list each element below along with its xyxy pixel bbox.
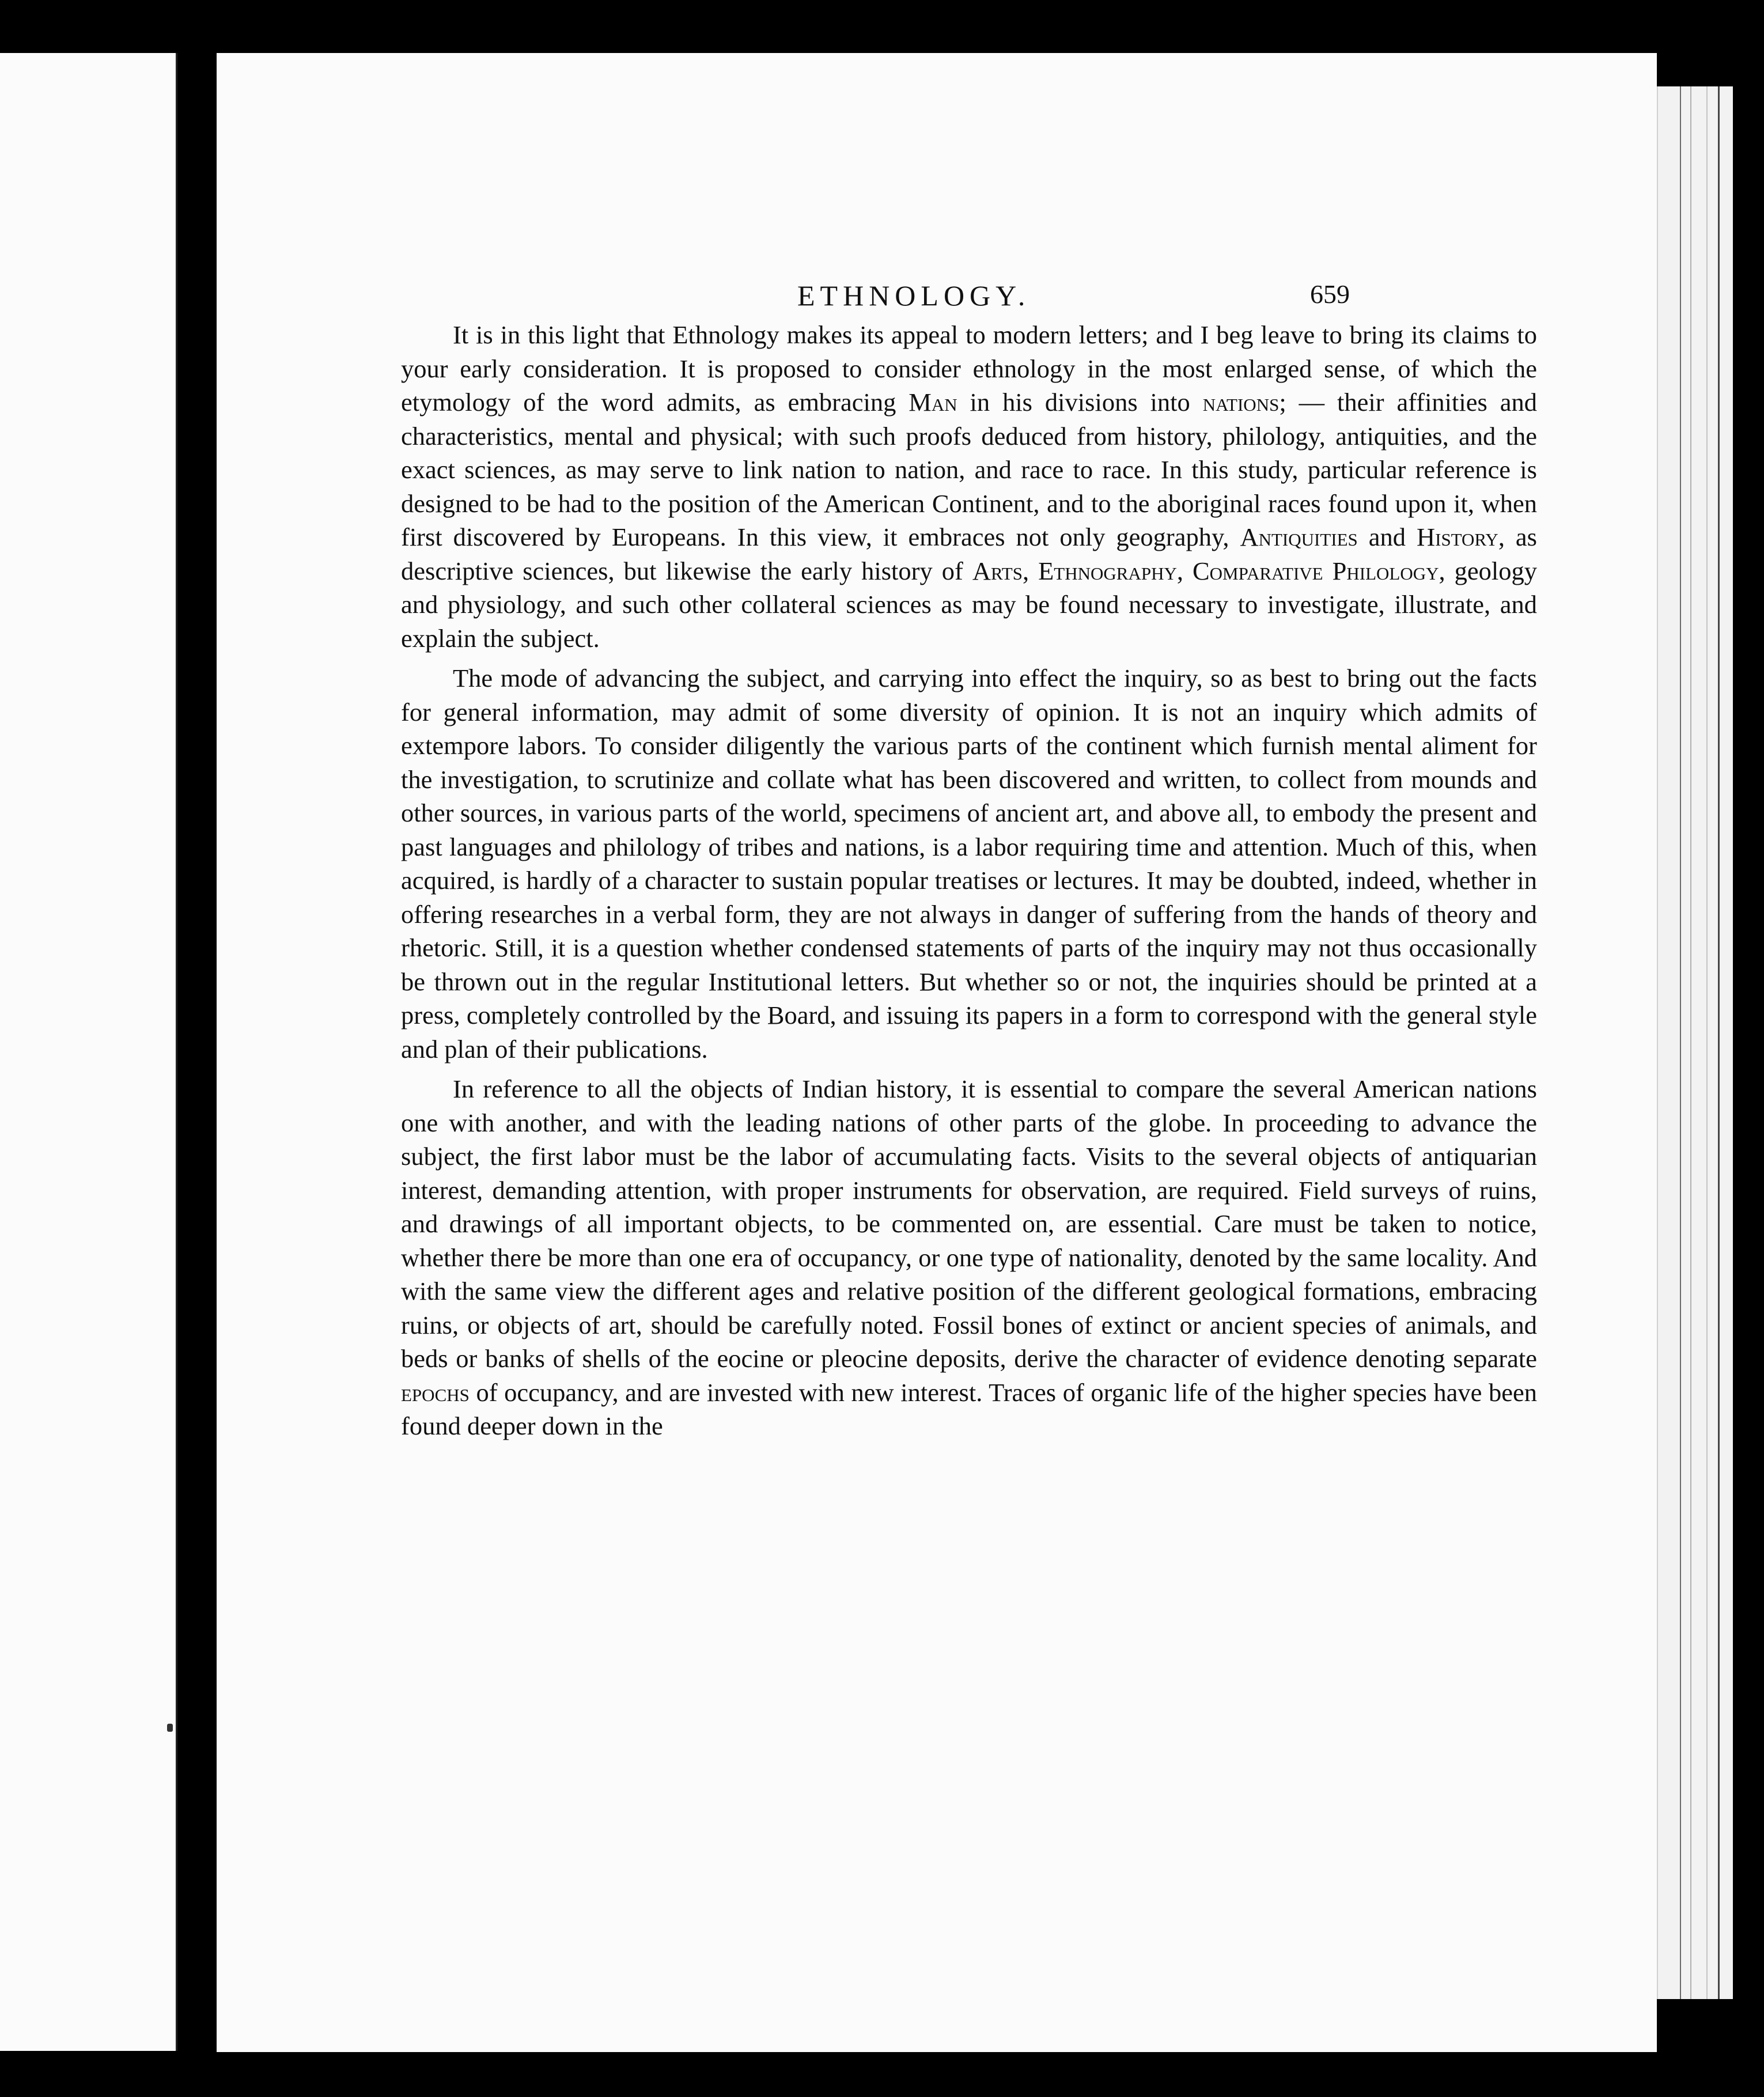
text-run: in his divisions into (957, 388, 1203, 417)
paragraph-2: The mode of advancing the subject, and carrying into effect the inquiry, so as best to bring out the facts for general information, may admit of some diversity of opinion. It is not an inquiry which admits of extempore labors. To consider diligently the various parts of the continent which furnish mental aliment for the investigation, to scrutinize and collate what has been discovered and written, to collect from mounds and other sources, in various parts of the world, specimens of ancient art, and above all, to embody the present and past languages and philology of tribes and nations, is a labor requiring time and attention. Much of this, when acquired, is hardly of a character to sustain popular treatises or lectures. It may be doubted, indeed, whether in offering researches in a verbal form, they are not always in danger of suffering from the hands of theory and rhetoric. Still, it is a question whether condensed statements of parts of the inquiry may not thus occasionally be thrown out in the regular Institutional letters. But whether so or not, the inquiries should be printed at a press, completely controlled by the Board, and issuing its papers in a form to correspond with the general style and plan of their publications. (401, 664, 1537, 1063)
small-caps-term: Comparative Philology (1192, 556, 1439, 585)
book-page (217, 53, 1657, 2052)
text-run: , as descriptive sciences, but likewise the early history of (401, 523, 1537, 585)
page-stack-edge (1657, 86, 1733, 1999)
paragraph-1 (401, 318, 1537, 655)
text-run: ; — their affinities and characteristics, mental and physical; with such proofs deduced from history, philology, antiquities, and the exact sciences, as may serve to link nation to nation, and race to race. In this study, particular reference is designed to be had to the position of the American Continent, and to the aboriginal races found upon it, when first discovered by Europeans. In this view, it embraces not only geography, (401, 388, 1538, 551)
text-run: of occupancy, and are invested with new interest. Traces of organic life of the higher species have been found deeper down in the (401, 1377, 1537, 1440)
text-run: , (1022, 556, 1039, 585)
text-run: It is in this light that Ethnology makes its appeal to modern letters; and I beg leave to bring its claims to your early consideration. It is proposed to consider ethnology in the most enlarged sense, of which the etymology of the word admits, as embracing (401, 320, 1537, 417)
running-head (217, 279, 1657, 319)
text-run: In reference to all the objects of Indian history, it is essential to compare the several American nations one with another, and with the leading nations of other parts of the globe. In proceeding to advance the subject, the first labor must be the labor of accumulating facts. Visits to the several objects of antiquarian interest, demanding attention, with proper instruments for observation, are required. Field surveys of ruins, and drawings of all important objects, to be commented on, are essential. Care must be taken to notice, whether there be more than one era of occupancy, or one type of nationality, denoted by the same locality. And with the same view the different ages and relative position of the different geological formations, embracing ruins, or objects of art, should be carefully noted. Fossil bones of extinct or ancient species of animals, and beds or banks of shells of the eocine or pleocine deposits, derive the character of evidence denoting separate (401, 1074, 1537, 1373)
small-caps-term: epochs (401, 1377, 470, 1407)
small-caps-term: Arts (972, 556, 1023, 585)
page-number: 659 (1310, 279, 1350, 309)
facing-page-edge (0, 53, 177, 2051)
small-caps-term: Man (909, 388, 957, 417)
page-edge-line (1680, 86, 1681, 1999)
text-run: and (1357, 523, 1417, 551)
page-edge-line (1706, 86, 1708, 1999)
small-caps-term: nations (1202, 388, 1280, 417)
page-blemish (167, 1724, 173, 1732)
text-run: , (1176, 556, 1193, 585)
running-title: ETHNOLOGY. (797, 279, 1031, 312)
page-edge-line (1690, 86, 1691, 1999)
body-text (401, 318, 1537, 1449)
small-caps-term: Antiquities (1240, 523, 1358, 551)
paragraph-3 (401, 1072, 1537, 1443)
small-caps-term: Ethnography (1038, 556, 1177, 585)
small-caps-term: History (1416, 523, 1498, 551)
page-edge-line (1718, 86, 1720, 1999)
text-run: , geology and physiology, and such other collateral sciences as may be found necessary to investigate, illustrate, and explain the subject. (401, 556, 1537, 653)
